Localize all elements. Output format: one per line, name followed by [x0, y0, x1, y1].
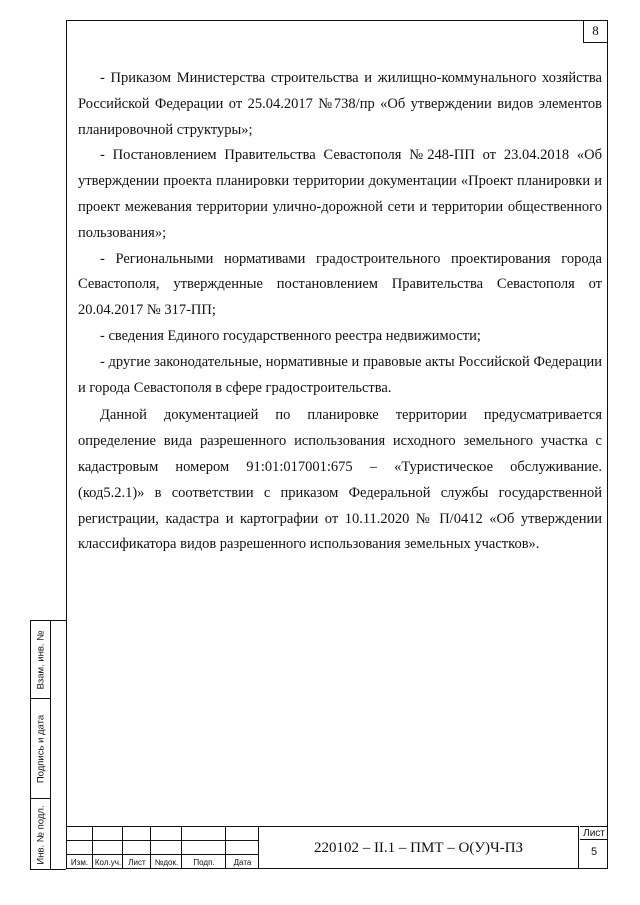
- page-number: 8: [583, 21, 607, 43]
- paragraph: Данной документацией по планировке территории предусматривается определение вида разрешенного использования исходного земельного участка с кадастровым номером 91:01:017001:675 – «Туристическое обслуживание. (код5.2.1)» в соответствии с приказом Федеральной службы государственной регистрации, кадастра и картографии от 10.11.2020 № П/0412 «Об утверждении классификатора видов разрешенного использования земельных участков».: [78, 407, 602, 553]
- revision-table: [66, 826, 258, 869]
- paragraph: - Постановлением Правительства Севастополя №248-ПП от 23.04.2018 «Об утверждении проекта планировки территории документации «Проект планировки и проект межевания территории улично-дорожной сети и территории общественного пользования»;: [78, 147, 602, 241]
- header-kol-uch: Кол.уч.: [94, 858, 122, 867]
- sheet-number: 5: [590, 846, 598, 858]
- paragraph: - Приказом Министерства строительства и жилищно-коммунального хозяйства Российской Федерации от 25.04.2017 №738/пр «Об утверждении видов элементов планировочной структуры»;: [78, 70, 602, 138]
- sheet-label: Лист: [580, 826, 608, 840]
- paragraph: - сведения Единого государственного реестра недвижимости;: [100, 327, 481, 344]
- paragraph: - другие законодательные, нормативные и правовые акты Российской Федерации и города Севастополя в сфере градостроительства.: [78, 353, 602, 396]
- stamp-label-inv-podl: Инв. № подл.: [35, 805, 47, 865]
- side-stamp: [30, 620, 66, 870]
- header-podp: Подп.: [193, 858, 215, 867]
- header-list: Лист: [128, 858, 146, 867]
- paragraph: - Региональными нормативами градостроительного проектирования города Севастополя, утвержденные постановлением Правительства Севастополя от 20.04.2017 № 317-ПП;: [78, 250, 602, 319]
- stamp-label-vzam-inv: Взам. инв. №: [35, 630, 47, 689]
- header-izm: Изм.: [70, 858, 89, 867]
- stamp-cell-inv-podl: [31, 799, 51, 871]
- document-body: [78, 66, 602, 558]
- stamp-cell-podpis-data: [31, 699, 51, 799]
- stamp-cell-vzam-inv: [31, 621, 51, 699]
- document-code: 220102 – II.1 – ПМТ – О(У)Ч-ПЗ: [259, 826, 579, 869]
- header-data: Дата: [233, 858, 252, 867]
- title-block: [66, 826, 608, 869]
- header-ndok: №док.: [154, 858, 179, 867]
- stamp-label-podpis-data: Подпись и дата: [35, 714, 47, 783]
